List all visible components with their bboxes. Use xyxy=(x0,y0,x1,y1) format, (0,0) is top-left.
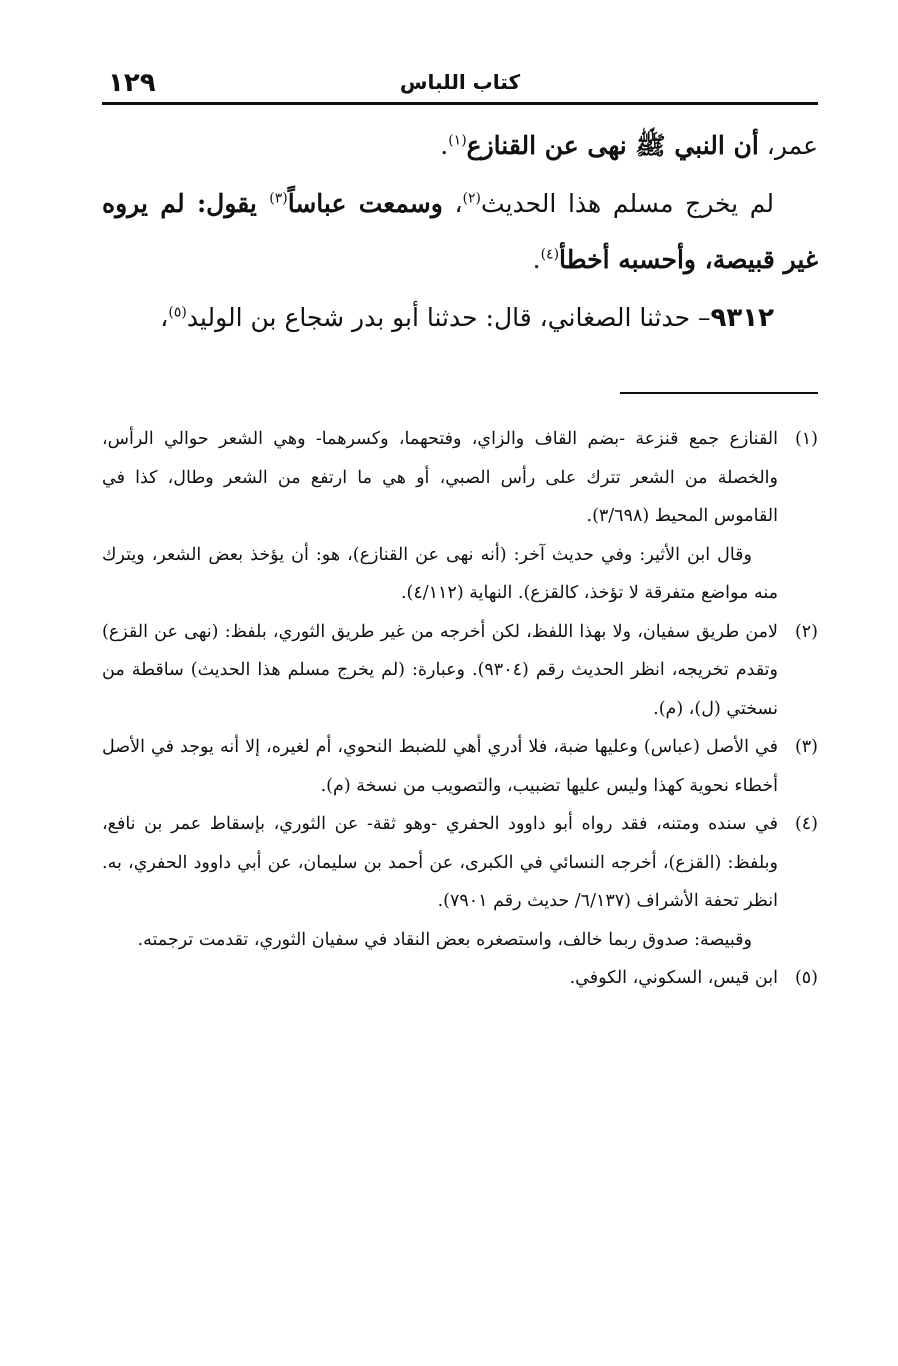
hadith-text: أن النبي ﷺ نهى عن القنازع xyxy=(466,131,759,160)
main-paragraph-1 xyxy=(102,118,818,174)
text-run: . xyxy=(532,245,541,274)
text-run: – حدثنا الصغاني، قال: حدثنا أبو بدر شجاع بن الوليد xyxy=(186,303,711,332)
footnote-4 xyxy=(102,805,818,921)
hadith-number: ٩٣١٢ xyxy=(710,303,774,333)
footnote-number: (٢) xyxy=(794,621,818,642)
page-number: ١٢٩ xyxy=(108,68,156,98)
text-run: لم يخرج مسلم هذا الحديث xyxy=(481,189,775,218)
footnote-5 xyxy=(102,959,818,998)
footnotes xyxy=(102,420,818,998)
bold-text: يقول: لم يروه غير قبيصة، وأحسبه أخطأ xyxy=(102,189,818,274)
running-title: كتاب اللباس xyxy=(399,70,521,94)
footnote-text: لامن طريق سفيان، ولا بهذا اللفظ، لكن أخرجه من غير طريق الثوري، بلفظ: (نهى عن القزع) وتقدم تخريجه، انظر الحديث رقم (٩٣٠٤). وعبارة: (لم يخرج مسلم هذا الحديث) ساقطة من نسختي (ل)، (م). xyxy=(102,621,778,719)
footnote-1 xyxy=(102,420,818,536)
footnote-text: في الأصل (عباس) وعليها ضبة، فلا أدري أهي للضبط النحوي، أم لغيره، إلا أنه يوجد في الأصل أخطاء نحوية كهذا وليس عليها تضبيب، والتصويب من نسخة (م). xyxy=(102,737,778,796)
footnote-number: (٣) xyxy=(794,737,818,757)
footnote-2 xyxy=(102,613,818,729)
footnote-ref: (٢) xyxy=(462,190,482,207)
footnote-number: (١) xyxy=(794,429,818,449)
text-run: ، xyxy=(442,189,463,218)
footnote-ref: (٣) xyxy=(269,190,288,207)
footnote-ref: (٤) xyxy=(540,246,560,263)
footnote-text: في سنده ومتنه، فقد رواه أبو داوود الحفري -وهو ثقة- عن الثوري، بإسقاط عمر بن نافع، وبلفظ: (القزع)، أخرجه النسائي في الكبرى، عن أحمد بن سليمان، عن أبي داوود الحفري، به. انظر تحفة الأشراف (٦/١٣٧/ حديث رقم ٧٩٠١). xyxy=(102,814,778,911)
text-run: . xyxy=(440,131,449,160)
bold-text: وسمعت عباساً xyxy=(287,189,443,218)
page-header xyxy=(102,68,818,105)
footnote-ref: (١) xyxy=(448,132,467,149)
main-paragraph-3 xyxy=(102,290,818,346)
footnote-4-continuation: وقبيصة: صدوق ربما خالف، واستصغره بعض النقاد في سفيان الثوري، تقدمت ترجمته. xyxy=(137,929,752,950)
main-paragraph-2 xyxy=(102,176,818,288)
footnote-number: (٥) xyxy=(794,968,818,988)
footnote-number: (٤) xyxy=(794,814,818,834)
footnote-ref: (٥) xyxy=(168,304,187,321)
footnote-3 xyxy=(102,728,818,805)
footnote-text: ابن قيس، السكوني، الكوفي. xyxy=(569,968,778,988)
footnote-separator xyxy=(620,392,818,394)
footnote-1-continuation: وقال ابن الأثير: وفي حديث آخر: (أنه نهى عن القنازع)، هو: أن يؤخذ بعض الشعر، ويترك منه مواضع متفرقة لا تؤخذ، كالقزع). النهاية (٤/١١٢). xyxy=(102,544,778,603)
text-run: ، xyxy=(160,303,169,332)
footnote-text: القنازع جمع قنزعة -بضم القاف والزاي، وفتحهما، وكسرهما- وهي الشعر حوالي الرأس، والخصلة من الشعر تترك على رأس الصبي، أو هي ما ارتفع من الشعر وطال، كذا في القاموس المحيط (٣/٦٩٨). xyxy=(102,429,778,526)
main-text xyxy=(102,118,818,348)
text-run: عمر، xyxy=(758,131,818,160)
